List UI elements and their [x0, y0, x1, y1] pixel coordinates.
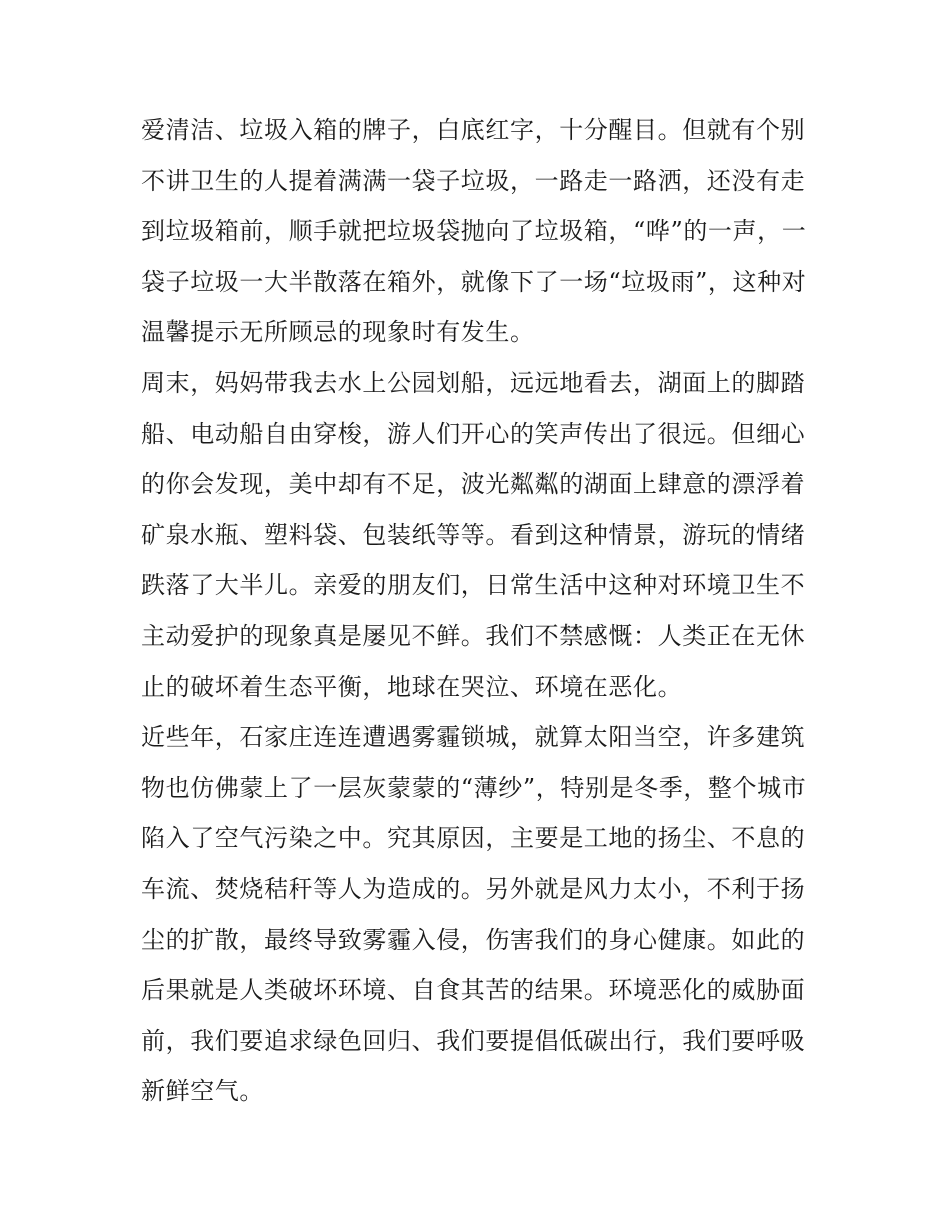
- text-line: 主动爱护的现象真是屡见不鲜。我们不禁感慨：人类正在无休: [141, 621, 806, 650]
- text-line: 爱清洁、垃圾入箱的牌子，白底红字，十分醒目。但就有个别: [141, 116, 806, 144]
- text-line: 物也仿佛蒙上了一层灰蒙蒙的“薄纱”，特别是冬季，整个城市: [141, 773, 807, 802]
- text-line: 车流、焚烧秸秆等人为造成的。另外就是风力太小，不利于扬: [141, 874, 806, 903]
- text-line: 温馨提示无所顾忌的现象时有发生。: [141, 318, 535, 347]
- text-line: 不讲卫生的人提着满满一袋子垃圾，一路走一路洒，还没有走: [141, 166, 806, 195]
- text-line: 到垃圾箱前，顺手就把垃圾袋抛向了垃圾箱，“哗”的一声，一: [141, 217, 807, 246]
- text-line: 周末，妈妈带我去水上公园划船，远远地看去，湖面上的脚踏: [141, 368, 806, 397]
- document-body: [141, 105, 811, 1117]
- text-line: 后果就是人类破坏环境、自食其苦的结果。环境恶化的威胁面: [141, 976, 806, 1005]
- text-line: 止的破坏着生态平衡，地球在哭泣、环境在恶化。: [141, 672, 683, 701]
- text-line: 陷入了空气污染之中。究其原因，主要是工地的扬尘、不息的: [141, 824, 806, 853]
- text-line: 的你会发现，美中却有不足，波光粼粼的湖面上肆意的漂浮着: [141, 470, 806, 499]
- text-line: 船、电动船自由穿梭，游人们开心的笑声传出了很远。但细心: [141, 419, 806, 448]
- text-line: 跌落了大半儿。亲爱的朋友们，日常生活中这种对环境卫生不: [141, 571, 806, 600]
- text-line: 袋子垃圾一大半散落在箱外，就像下了一场“垃圾雨”，这种对: [141, 267, 807, 296]
- text-line: 近些年，石家庄连连遭遇雾霾锁城，就算太阳当空，许多建筑: [141, 723, 806, 752]
- text-line: 尘的扩散，最终导致雾霾入侵，伤害我们的身心健康。如此的: [141, 925, 806, 954]
- text-line: 新鲜空气。: [141, 1077, 264, 1106]
- text-line: 前，我们要追求绿色回归、我们要提倡低碳出行，我们要呼吸: [141, 1026, 806, 1055]
- text-line: 矿泉水瓶、塑料袋、包装纸等等。看到这种情景，游玩的情绪: [141, 520, 806, 549]
